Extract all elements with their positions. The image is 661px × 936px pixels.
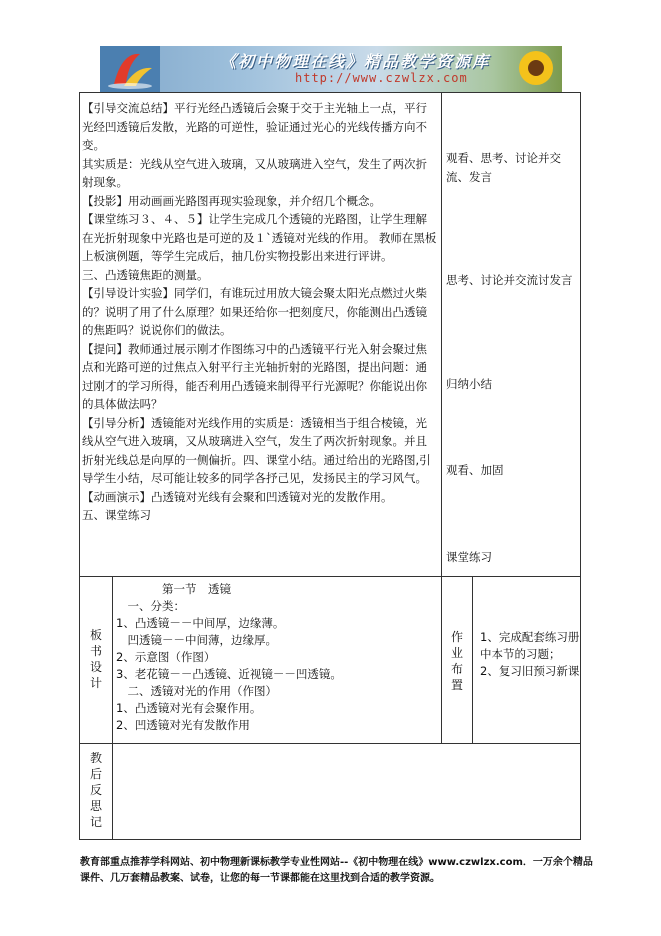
teaching-content [80,99,437,525]
activity-think-discuss: 思考、讨论并交流讨发言 [446,273,573,287]
homework-content [480,629,580,680]
board-line: 凹透镜－－中间薄，边缘厚。 [116,633,277,647]
board-line: 3、老花镜－－凸透镜、近视镜－－凹透镜。 [116,667,342,681]
board-label-char: 设 [89,660,102,674]
lesson-table [79,92,581,840]
board-line: 1、凸透镜－－中间厚，边缘薄。 [116,616,285,630]
board-line: 2、示意图（作图） [116,650,216,664]
paragraph-analysis: 【引导分析】透镜能对光线作用的实质是：透镜相当于组合棱镜，光线从空气进入玻璃，又从玻璃进入空气，发生了两次折射现象。并且折射光线总是向厚的一侧偏折。四、课堂小结。通过给出的光路图,引导学生小结，尽可能让较多的同学各抒己见，发扬民主的学习风气。 [82,415,431,485]
board-design-row [80,577,580,744]
activity-practice: 课堂练习 [446,550,492,564]
student-activity-cell [442,93,580,576]
paragraph-experiment: 【引导设计实验】同学们，有谁玩过用放大镜会聚太阳光点燃过火柴的？说明了用了什么原理？如果还给你一把刻度尺，你能测出凸透镜的焦距吗？说说你们的做法。 [82,286,427,337]
paragraph-projection: 【投影】用动画画光路图再现实验现象，并介绍几个概念。 [82,193,381,208]
board-line: 2、凹透镜对光有发散作用 [116,718,250,732]
board-line-title: 第一节 透镜 [116,582,231,596]
reflection-label-char: 思 [89,799,102,813]
homework-label-char: 置 [450,678,463,692]
reflection-row [80,744,580,839]
homework-label-char: 布 [450,662,463,676]
site-logo-icon [100,46,160,92]
paragraph-section-five: 五、课堂练习 [82,508,151,522]
homework-label-cell [442,577,473,743]
activity-observe-consolidate: 观看、加固 [446,463,504,477]
board-line: 1、凸透镜对光有会聚作用。 [116,701,262,715]
board-label-char: 板 [89,628,102,642]
sunflower-icon [514,48,558,90]
teaching-process-row [80,93,580,577]
banner-url-link[interactable]: http://www.czwlzx.com [295,71,468,85]
reflection-label-char: 反 [89,783,102,797]
board-line: 一、分类： [116,599,185,613]
board-label-cell [80,577,113,743]
reflection-label-cell [80,744,113,839]
paragraph-summary: 【引导交流总结】平行光经凸透镜后会聚于交于主光轴上一点，平行光经凹透镜后发散，光路的可逆性，验证通过光心的光线传播方向不变。 [82,101,427,152]
homework-item: 1、完成配套练习册中本节的习题； [480,630,580,661]
paragraph-section-three: 三、凸透镜焦距的测量。 [82,267,209,282]
homework-label-char: 作 [450,630,463,644]
board-line: 二、透镜对光的作用（作图） [116,684,277,698]
activity-summarize: 归纳小结 [446,377,492,391]
board-label-char: 计 [89,676,102,690]
paragraph-question: 【提问】教师通过展示刚才作图练习中的凸透镜平行光入射会聚过焦点和光路可逆的过焦点入射平行主光轴折射的光路图，提出问题：通过刚才的学习所得，能否利用凸透镜来制得平行光源呢？你能说出你的具体做法吗？ [82,341,427,411]
paragraph-essence: 其实质是：光线从空气进入玻璃，又从玻璃进入空气，发生了两次折射现象。 [82,156,427,189]
reflection-label-char: 教 [89,751,102,765]
board-label-char: 书 [89,644,102,658]
reflection-label-char: 记 [89,815,102,829]
teaching-content-cell [80,93,442,576]
homework-item: 2、复习旧预习新课 [480,664,580,678]
homework-label-char: 业 [450,646,463,660]
banner-title: 《初中物理在线》精品教学资源库 [220,52,491,71]
page-footer: 教育部重点推荐学科网站、初中物理新课标教学专业性网站--《初中物理在线》www.czwlzx.com．一万余个精品课件、几万套精品教案、试卷，让您的每一节课都能在这里找到合适的教学资源。 [80,857,593,884]
reflection-content-cell [113,744,580,839]
paragraph-practice: 【课堂练习３、４、５】让学生完成几个透镜的光路图，让学生理解在光折射现象中光路也是可逆的及１`透镜对光线的作用。 教师在黑板上板演例题，等学生完成后，抽几份实物投影出来进行评讲。 [82,212,437,263]
site-banner [100,46,562,92]
reflection-label-char: 后 [89,767,102,781]
activity-observe-discuss: 观看、思考、讨论并交流、发言 [446,151,561,184]
paragraph-animation: 【动画演示】凸透镜对光线有会聚和凹透镜对光的发散作用。 [82,489,393,504]
board-content [116,581,446,734]
